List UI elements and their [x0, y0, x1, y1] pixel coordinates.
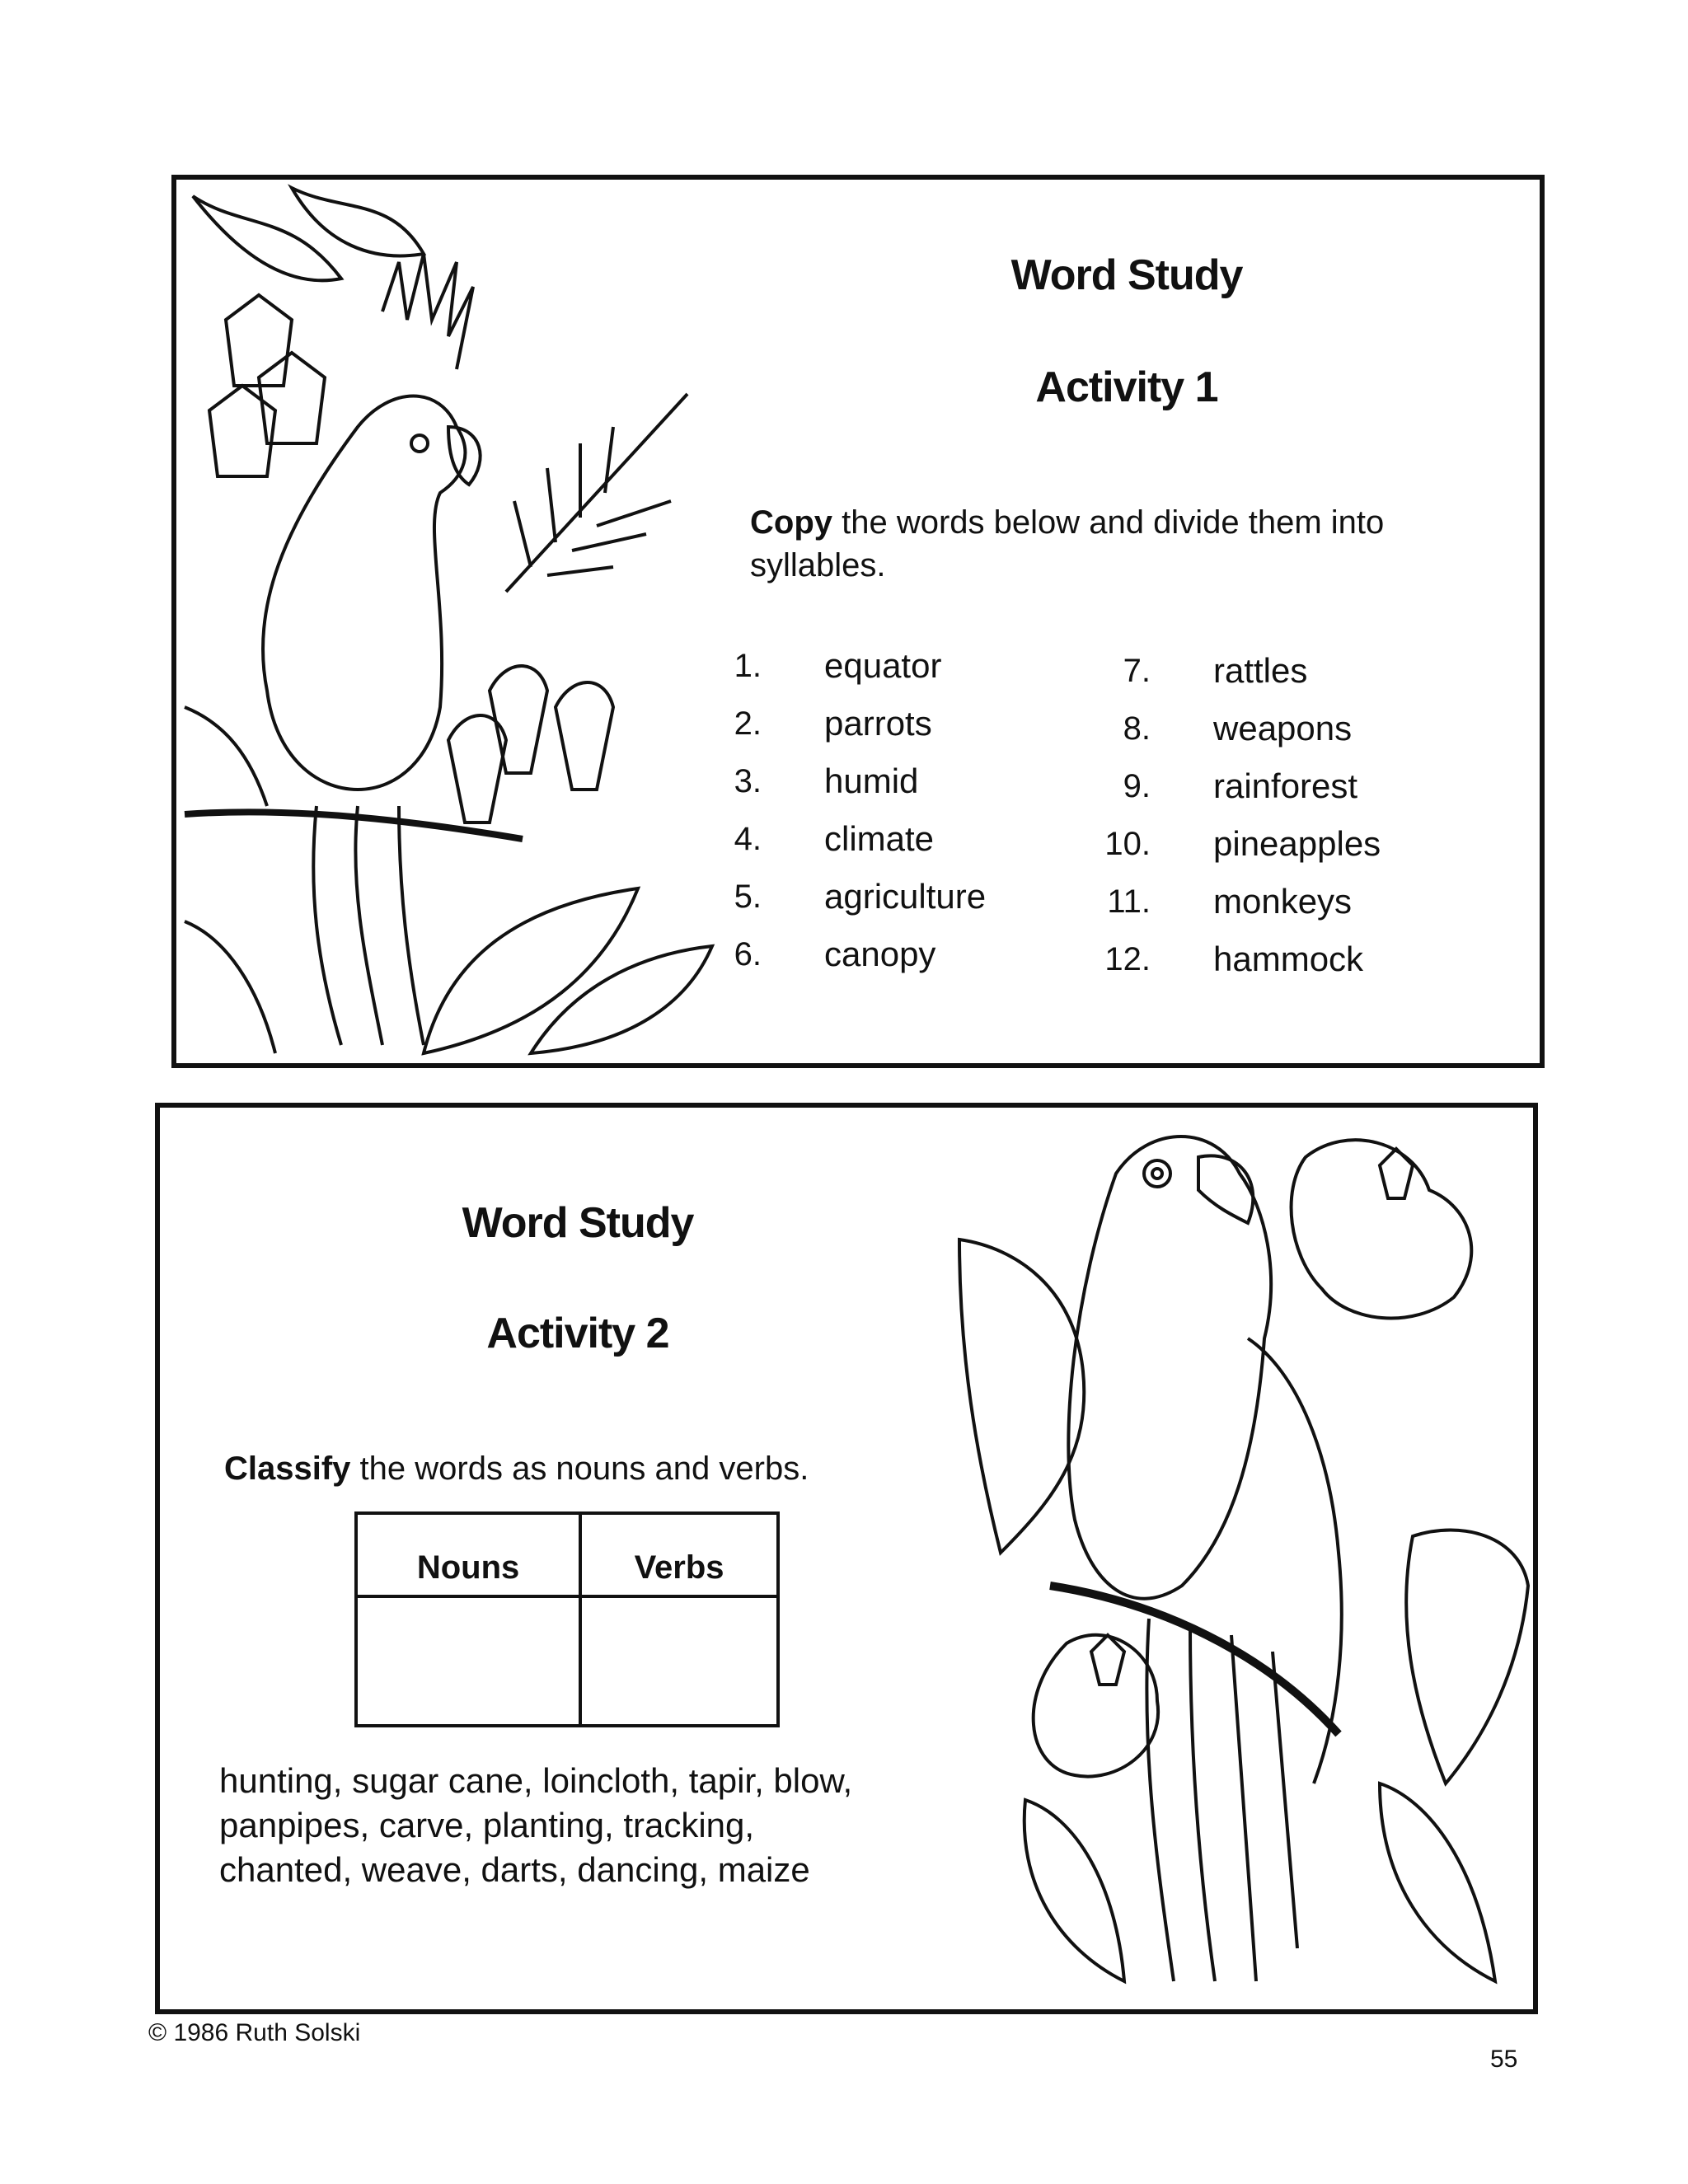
word-number: 10. — [1104, 826, 1151, 862]
syllable-word: monkeys — [1213, 882, 1353, 921]
cockatoo-illustration — [176, 180, 737, 1063]
classify-word-list: hunting, sugar cane, loincloth, tapir, blow, panpipes, carve, planting, tracking, chanted, weave, darts, dancing, maize — [219, 1761, 853, 1889]
word-number: 3. — [734, 763, 762, 799]
syllable-word: equator — [824, 646, 942, 685]
activity-1-panel — [171, 175, 1545, 1068]
word-number: 5. — [734, 879, 762, 915]
activity-1-heading: Word Study — [1010, 251, 1243, 299]
classification-table — [354, 1511, 780, 1727]
syllable-word: pineapples — [1213, 824, 1381, 863]
syllable-word: parrots — [824, 704, 932, 743]
copyright-notice: © 1986 Ruth Solski — [148, 2019, 361, 2046]
word-number: 2. — [734, 705, 762, 742]
word-number: 1. — [734, 648, 762, 684]
activity-1-subheading: Activity 1 — [1035, 363, 1218, 411]
activity-2-heading: Word Study — [462, 1199, 694, 1247]
word-number: 8. — [1123, 710, 1151, 747]
word-number: 9. — [1123, 768, 1151, 804]
verbs-answer-cell[interactable] — [580, 1596, 778, 1726]
page-number: 55 — [1490, 2046, 1518, 2073]
syllable-word: hammock — [1213, 940, 1364, 978]
word-number: 12. — [1104, 941, 1151, 977]
activity-2-instruction — [224, 1447, 809, 1490]
instruction-verb: Classify — [224, 1451, 351, 1487]
activity-2-subheading: Activity 2 — [486, 1310, 669, 1357]
instruction-text: the words as nouns and verbs. — [350, 1451, 809, 1487]
word-number: 4. — [734, 821, 762, 857]
nouns-column-header: Nouns — [356, 1513, 580, 1596]
word-number: 11. — [1107, 883, 1151, 920]
syllable-word: weapons — [1213, 709, 1353, 748]
syllable-word: climate — [824, 819, 935, 858]
word-number: 6. — [734, 936, 762, 972]
instruction-text: the words below and divide them into syllables. — [750, 504, 1385, 583]
instruction-verb: Copy — [750, 504, 832, 541]
nouns-answer-cell[interactable] — [356, 1596, 580, 1726]
activity-2-panel — [155, 1103, 1538, 2014]
syllable-word: humid — [824, 762, 919, 800]
syllable-word: agriculture — [824, 877, 987, 916]
syllable-word: canopy — [824, 935, 936, 973]
syllable-word: rattles — [1213, 651, 1308, 690]
activity-1-instruction — [750, 501, 1492, 587]
word-number: 7. — [1123, 653, 1151, 689]
verbs-column-header: Verbs — [580, 1513, 778, 1596]
macaw-illustration — [951, 1124, 1533, 2006]
syllable-word: rainforest — [1213, 766, 1358, 805]
